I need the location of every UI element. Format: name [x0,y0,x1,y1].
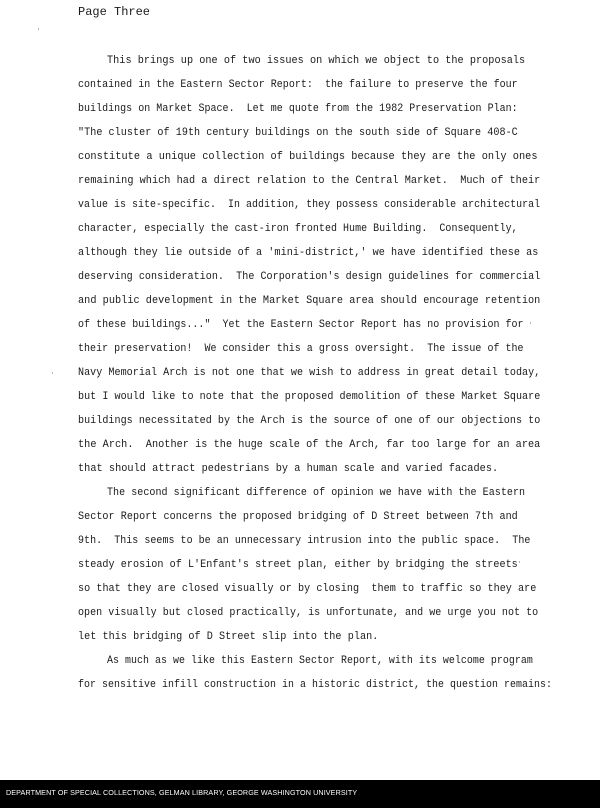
text-line: their preservation! We consider this a gross oversight. The issue of the [78,343,524,355]
text-line: contained in the Eastern Sector Report: the failure to preserve the four [78,79,518,91]
text-line: for sensitive infill construction in a historic district, the question remains: [78,679,552,691]
text-line: that should attract pedestrians by a human scale and varied facades. [78,463,499,475]
text-line: and public development in the Market Square area should encourage retention [78,295,541,307]
scan-speck [530,322,531,324]
text-line: buildings necessitated by the Arch is the source of one of our objections to [78,415,541,427]
text-line: constitute a unique collection of buildings because they are the only ones [78,151,538,163]
page-header: Page Three [78,5,151,19]
text-line: although they lie outside of a 'mini-district,' we have identified these as [78,247,539,259]
scan-speck [519,561,520,563]
text-line: steady erosion of L'Enfant's street plan, either by bridging the streets [78,559,518,571]
text-line: As much as we like this Eastern Sector Report, with its welcome program [107,655,533,667]
text-line: open visually but closed practically, is unfortunate, and we urge you not to [78,607,539,619]
text-line: The second significant difference of opinion we have with the Eastern [107,487,526,499]
scan-speck [38,28,39,30]
archive-credit: DEPARTMENT OF SPECIAL COLLECTIONS, GELMAN LIBRARY, GEORGE WASHINGTON UNIVERSITY [6,788,358,797]
scan-speck [52,372,53,374]
archive-credit-bar [0,780,600,808]
text-line: Navy Memorial Arch is not one that we wish to address in great detail today, [78,367,541,379]
text-line: deserving consideration. The Corporation's design guidelines for commercial [78,271,541,283]
text-line: let this bridging of D Street slip into the plan. [78,631,379,643]
text-line: buildings on Market Space. Let me quote from the 1982 Preservation Plan: [78,103,518,115]
text-line: value is site-specific. In addition, they possess considerable architectural [78,199,541,211]
text-line: of these buildings..." Yet the Eastern Sector Report has no provision for [78,319,524,331]
text-line: remaining which had a direct relation to the Central Market. Much of their [78,175,541,187]
text-line: character, especially the cast-iron fronted Hume Building. Consequently, [78,223,518,235]
text-line: the Arch. Another is the huge scale of the Arch, far too large for an area [78,439,541,451]
text-line: Sector Report concerns the proposed bridging of D Street between 7th and [78,511,518,523]
text-line: but I would like to note that the proposed demolition of these Market Square [78,391,541,403]
text-line: "The cluster of 19th century buildings on the south side of Square 408-C [78,127,518,139]
text-line: This brings up one of two issues on which we object to the proposals [107,55,526,67]
text-line: 9th. This seems to be an unnecessary intrusion into the public space. The [78,535,531,547]
text-line: so that they are closed visually or by closing them to traffic so they are [78,583,537,595]
